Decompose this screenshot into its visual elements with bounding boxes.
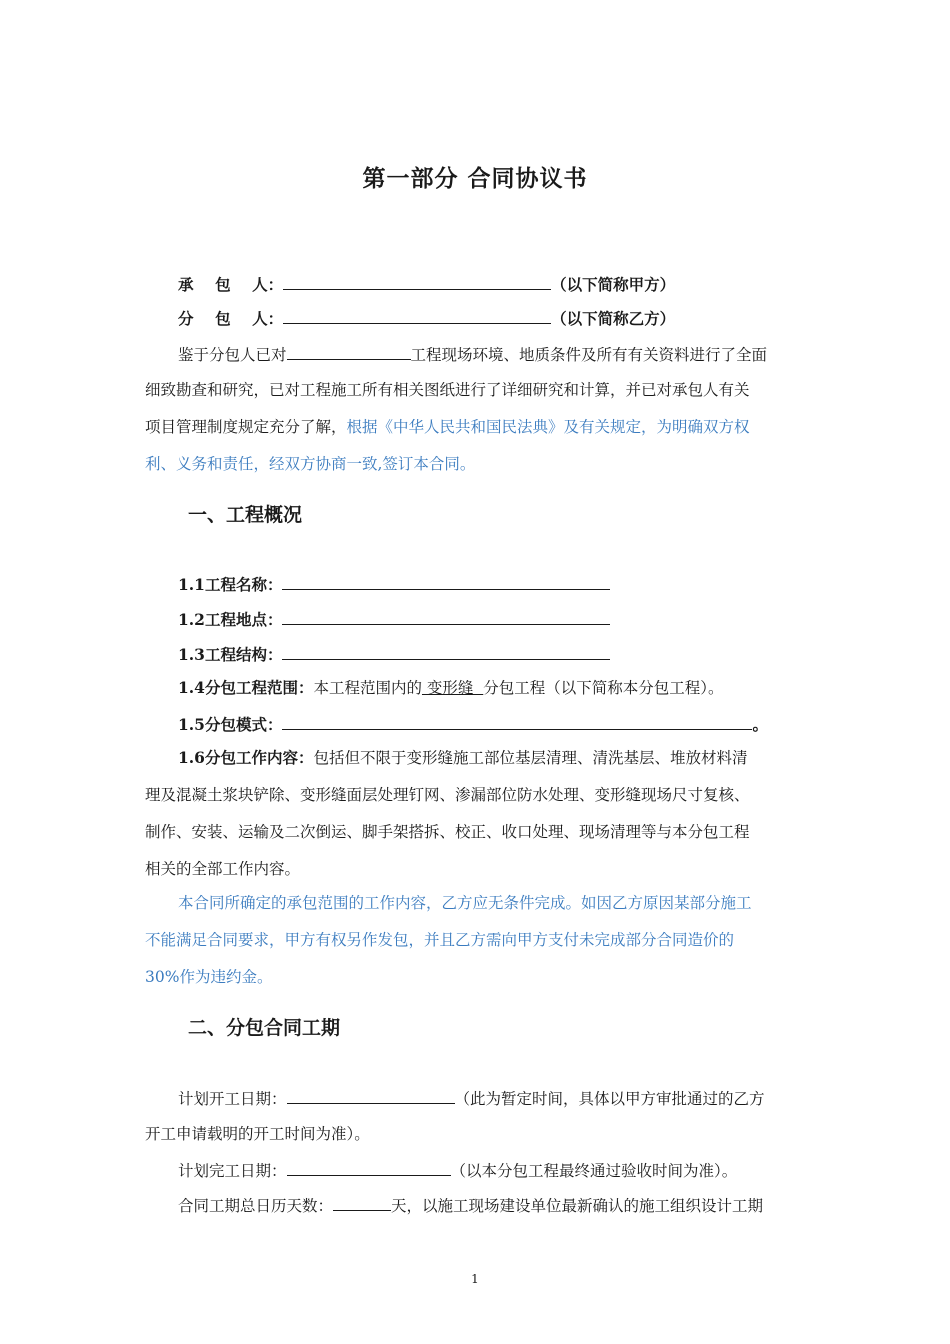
mode-blank[interactable]	[282, 713, 752, 730]
work-line-2: 理及混凝土浆块铲除、变形缝面层处理钉网、渗漏部位防水处理、变形缝现场尺寸复核、	[145, 786, 750, 804]
subcontractor-blank[interactable]	[283, 307, 551, 324]
section-1-heading: 一、工程概况	[188, 504, 303, 526]
intro-line-1	[178, 343, 810, 365]
scope-text-b: 分包工程（以下简称本分包工程）。	[483, 679, 724, 697]
mode-line	[178, 713, 810, 735]
note-line-3: 30%作为违约金。	[145, 968, 273, 986]
contractor-suffix: （以下简称甲方）	[551, 275, 676, 294]
project-structure-label: 1.3工程结构：	[178, 645, 283, 664]
page-title: 第一部分 合同协议书	[362, 165, 588, 192]
total-days-note: 天，以施工现场建设单位最新确认的施工组织设计工期	[391, 1197, 764, 1215]
work-text-1: 包括但不限于变形缝施工部位基层清理、清洗基层、堆放材料清	[313, 749, 748, 767]
intro-project-blank[interactable]	[287, 343, 411, 360]
scope-text-a: 本工程范围内的	[313, 679, 422, 697]
start-date-note: （此为暂定时间，具体以甲方审批通过的乙方	[454, 1090, 765, 1108]
work-line-4: 相关的全部工作内容。	[145, 860, 301, 878]
end-date-blank[interactable]	[287, 1159, 451, 1176]
project-structure-blank[interactable]	[282, 643, 610, 660]
work-line-3: 制作、安装、运输及二次倒运、脚手架搭拆、校正、收口处理、现场清理等与本分包工程	[145, 823, 750, 841]
project-location-blank[interactable]	[282, 608, 610, 625]
start-date-label: 计划开工日期：	[178, 1090, 287, 1108]
mode-end: 。	[752, 715, 768, 734]
note-line-1: 本合同所确定的承包范围的工作内容，乙方应无条件完成。如因乙方原因某部分施工	[178, 894, 752, 912]
subcontractor-suffix: （以下简称乙方）	[551, 309, 676, 328]
note-line-2: 不能满足合同要求，甲方有权另作发包，并且乙方需向甲方支付未完成部分合同造价的	[145, 931, 735, 949]
work-line-1	[178, 748, 810, 768]
total-days-line	[178, 1194, 810, 1216]
page-number: 1	[471, 1272, 479, 1286]
project-name-label: 1.1工程名称：	[178, 575, 283, 594]
intro-text-1a: 鉴于分包人已对	[178, 346, 287, 364]
total-days-label: 合同工期总日历天数：	[178, 1197, 334, 1215]
end-date-note: （以本分包工程最终通过验收时间为准）。	[450, 1162, 738, 1180]
start-date-blank[interactable]	[287, 1087, 455, 1104]
intro-line-4: 利、义务和责任，经双方协商一致,签订本合同。	[145, 455, 476, 473]
end-date-line	[178, 1159, 810, 1181]
project-location-line	[178, 608, 810, 630]
scope-line	[178, 678, 810, 698]
intro-text-3b: 根据《中华人民共和国民法典》及有关规定，为明确双方权	[346, 418, 750, 436]
subcontractor-line	[178, 307, 810, 329]
total-days-blank[interactable]	[333, 1194, 391, 1211]
scope-label: 1.4分包工程范围：	[178, 678, 314, 697]
section-2-heading: 二、分包合同工期	[188, 1017, 341, 1039]
project-name-blank[interactable]	[282, 573, 610, 590]
intro-line-2: 细致勘查和研究，已对工程施工所有相关图纸进行了详细研究和计算，并已对承包人有关	[145, 381, 750, 399]
intro-text-3a: 项目管理制度规定充分了解，	[145, 418, 347, 436]
work-label: 1.6分包工作内容：	[178, 748, 314, 767]
mode-label: 1.5分包模式：	[178, 715, 283, 734]
project-structure-line	[178, 643, 810, 665]
intro-text-1b: 工程现场环境、地质条件及所有有关资料进行了全面	[410, 346, 768, 364]
contractor-line	[178, 273, 810, 295]
start-date-note-line-2: 开工申请载明的开工时间为准）。	[145, 1125, 370, 1143]
contractor-blank[interactable]	[283, 273, 551, 290]
scope-value[interactable]: 变形缝	[421, 679, 484, 697]
intro-line-3	[145, 417, 810, 437]
project-location-label: 1.2工程地点：	[178, 610, 283, 629]
start-date-line	[178, 1087, 810, 1109]
subcontractor-label: 分 包 人：	[178, 309, 284, 328]
end-date-label: 计划完工日期：	[178, 1162, 287, 1180]
project-name-line	[178, 573, 810, 595]
contractor-label: 承 包 人：	[178, 275, 284, 294]
